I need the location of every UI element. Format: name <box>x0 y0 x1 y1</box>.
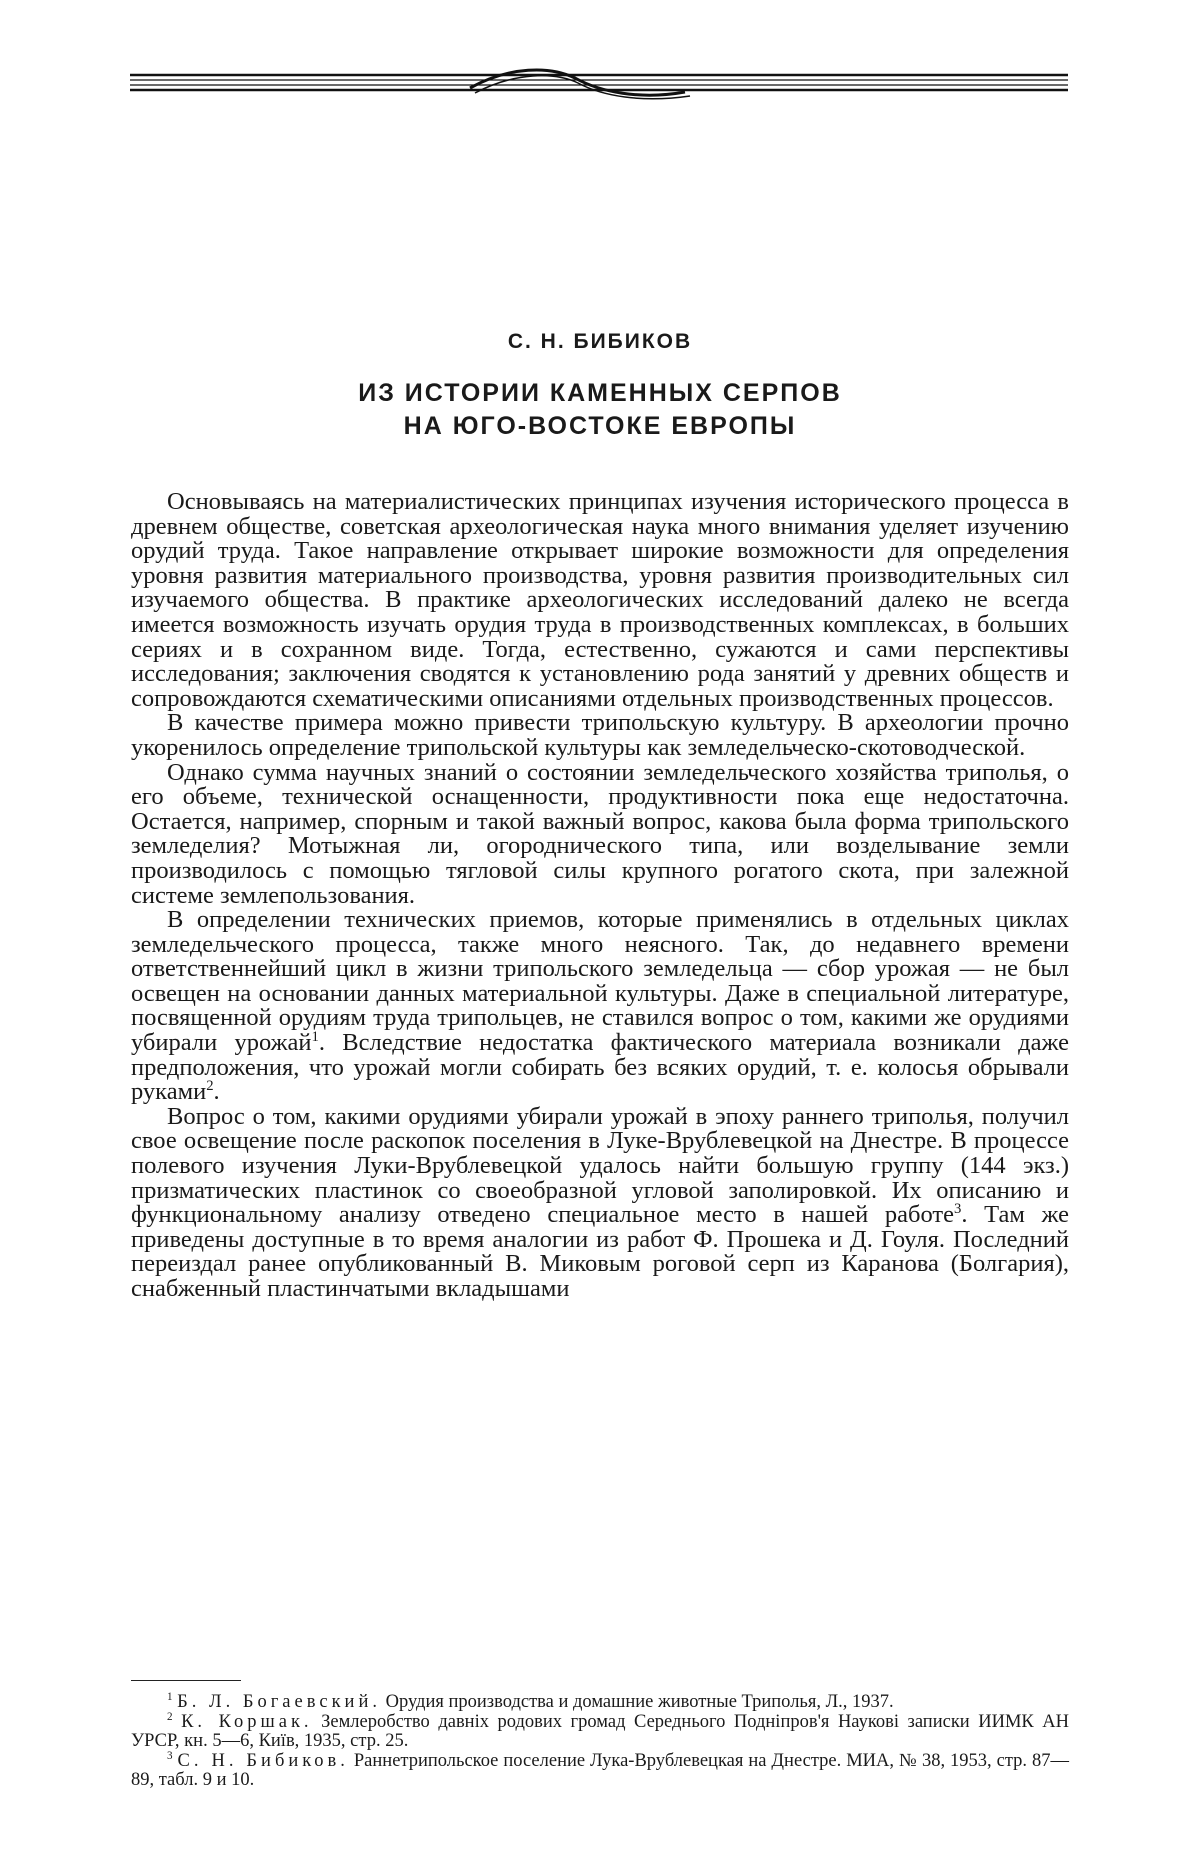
title-line-1: ИЗ ИСТОРИИ КАМЕННЫХ СЕРПОВ <box>358 379 842 407</box>
paragraph-5-text-b: . Там же приведены доступные в то время аналогии из работ Ф. Прошека и Д. Гоуля. Последний переиздал ранее опубликованный В. Миковым роговой серп из Каранова (Болгария), снабженный пластинчатыми вкладышами <box>131 1201 1069 1302</box>
footnote-3-author: С. Н. Бибиков. <box>177 1750 349 1771</box>
footnote-divider <box>131 1680 241 1681</box>
paragraph-5-text-a: Вопрос о том, какими орудиями убирали урожай в эпоху раннего триполья, получил свое освещение после раскопок поселения в Луке-Врублевецкой на Днестре. В процессе полевого изучения Луки-Врублевецкой удалось найти большую группу (144 экз.) призматических пластинок со своеобразной угловой заполировкой. Их описанию и функциональному анализу отведено специальное место в нашей работе <box>131 1102 1069 1229</box>
footnote-3 <box>131 1749 1070 1791</box>
footnote-3-number: 3 <box>167 1749 173 1762</box>
footnote-2-text: Землеробство давнiх родових громад Середнього Поднiпров'я Науковi записки ИИМК АН УРСР, кн. 5—6, Київ, 1935, стр. 25. <box>131 1711 1070 1751</box>
article-body <box>131 490 1069 1302</box>
paragraph-2: В качестве примера можно привести трипольскую культуру. В археологии прочно укоренилось определение трипольской культуры как земледельческо-скотоводческой. <box>131 709 1069 761</box>
header-ornament <box>130 66 1068 112</box>
footnote-ref-3[interactable]: 3 <box>954 1201 962 1218</box>
footnote-1-author: Б. Л. Богаевский. <box>177 1692 381 1712</box>
paragraph-4: В определении технических приемов, которые применялись в отдельных циклах земледельческого процесса, также много неясного. Так, до недавнего времени ответственнейший цикл в жизни трипольского земледельца — сбор урожая — не был освещен на основании данных материальной культуры. Даже в специальной литературе, посвященной орудиям труда трипольцев, не ставился вопрос о том, какими же орудиями убирали урожай$^1$. Вследствие недостатка фактического материала возникали даже предположения, что урожай могли собирать без всяких орудий, т. е. колосья обрывали руками$^2$. <box>131 906 1070 1106</box>
article-title <box>0 377 1200 443</box>
title-line-2: НА ЮГО-ВОСТОКЕ ЕВРОПЫ <box>403 412 797 440</box>
footnote-ref-1[interactable]: 1 <box>311 1028 319 1045</box>
footnote-2-author: К. Коршак. <box>181 1711 313 1732</box>
author-name: С. Н. БИБИКОВ <box>507 330 693 353</box>
footnote-ref-2[interactable]: 2 <box>206 1078 214 1095</box>
paragraph-1: Основываясь на материалистических принципах изучения исторического процесса в древнем обществе, советская археологическая наука много внимания уделяет изучению орудий труда. Такое направление открывает широкие возможности для определения уровня развития материального производства, уровня развития производительных сил изучаемого общества. В практике археологических исследований далеко не всегда имеется возможность изучать орудия труда в производственных комплексах, в больших сериях и в сохранном виде. Тогда, естественно, сужаются и сами перспективы исследования; заключения сводятся к установлению рода занятий у древних обществ и сопровождаются схематическими описаниями отдельных производственных процессов. <box>131 488 1069 712</box>
paragraph-3: Однако сумма научных знаний о состоянии земледельческого хозяйства триполья, о его объеме, технической оснащенности, продуктивности пока еще недостаточна. Остается, например, спорным и такой важный вопрос, какова была форма трипольского земледелия? Мотыжная ли, огороднического типа, или возделывание земли производилось с помощью тягловой силы крупного рогатого скота, при залежной системе землепользования. <box>131 758 1069 909</box>
footnote-2 <box>131 1710 1070 1752</box>
paragraph-5 <box>131 1102 1069 1302</box>
paragraph-4-text-b: . Вследствие недостатка фактического материала возникали даже предположения, что урожай могли собирать без всяких орудий, т. е. колосья обрывали руками <box>131 1029 1070 1106</box>
footnotes <box>131 1690 1070 1791</box>
footnote-1 <box>131 1690 1069 1713</box>
footnote-1-text: Орудия производства и домашние животные Триполья, Л., 1937. <box>380 1692 894 1712</box>
paragraph-4-text-a: В определении технических приемов, которые применялись в отдельных циклах земледельческого процесса, также много неясного. Так, до недавнего времени ответственнейший цикл в жизни трипольского земледельца — сбор урожая — не был освещен на основании данных материальной культуры. Даже в специальной литературе, посвященной орудиям труда трипольцев, не ставился вопрос о том, какими же орудиями убирали урожай <box>131 906 1069 1057</box>
footnote-3-text: Раннетрипольское поселение Лука-Врублевецкая на Днестре. МИА, № 38, 1953, стр. 87—89, табл. 9 и 10. <box>131 1750 1070 1790</box>
footnote-1-number: 1 <box>167 1690 173 1703</box>
footnote-2-number: 2 <box>167 1710 173 1723</box>
